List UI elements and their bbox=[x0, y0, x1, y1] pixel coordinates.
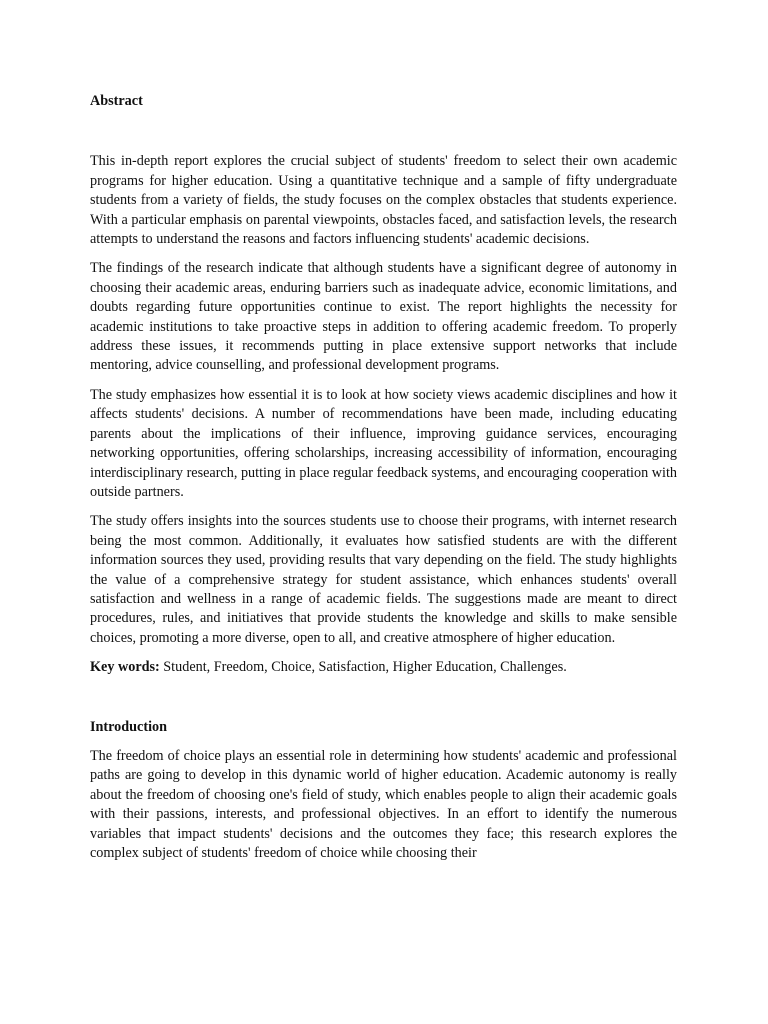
keywords-text: Student, Freedom, Choice, Satisfaction, Higher Education, Challenges. bbox=[159, 659, 567, 676]
abstract-paragraph-4: The study offers insights into the sources students use to choose their programs, with internet research being the most common. Additionally, it evaluates how satisfied students are with the different information sources they used, providing results that vary depending on the field. The study highlights the value of a comprehensive strategy for student assistance, which enhances students' overall satisfaction and wellness in a range of academic fields. The suggestions made are meant to direct procedures, rules, and initiatives that provide students the knowledge and skills to make sensible choices, promoting a more diverse, open to all, and creative atmosphere of higher education. bbox=[90, 513, 677, 646]
abstract-paragraph-3: The study emphasizes how essential it is to look at how society views academic disciplines and how it affects students' decisions. A number of recommendations have been made, including educating parents about the implications of their influence, improving guidance services, encouraging networking opportunities, offering scholarships, increasing accessibility of information, encouraging interdisciplinary research, putting in place regular feedback systems, and encouraging cooperation with outside partners. bbox=[90, 386, 677, 500]
abstract-heading: Abstract bbox=[90, 93, 143, 109]
keywords-label: Key words: bbox=[90, 659, 160, 676]
document-page bbox=[90, 92, 677, 873]
introduction-paragraph: The freedom of choice plays an essential role in determining how students' academic and professional paths are going to develop in this dynamic world of higher education. Academic autonomy is really about the freedom of choosing one's field of study, which enables people to align their academic goals with their passions, interests, and professional objectives. In an effort to identify the numerous variables that impact students' decisions and the outcomes they face; this research explores the complex subject of students' freedom of choice while choosing their bbox=[90, 747, 677, 861]
abstract-paragraph-2: The findings of the research indicate that although students have a significant degree of autonomy in choosing their academic areas, enduring barriers such as inadequate advice, economic limitations, and doubts regarding future opportunities continue to exist. The report highlights the necessity for academic institutions to take proactive steps in addition to offering academic freedom. To properly address these issues, it recommends putting in place extensive support networks that include mentoring, advice counselling, and professional development programs. bbox=[90, 260, 677, 374]
introduction-heading: Introduction bbox=[90, 718, 167, 735]
abstract-paragraph-1: This in-depth report explores the crucial subject of students' freedom to select their own academic programs for higher education. Using a quantitative technique and a sample of fifty undergraduate students from a variety of fields, the study focuses on the complex obstacles that students experience. With a particular emphasis on parental viewpoints, obstacles faced, and satisfaction levels, the research attempts to understand the reasons and factors influencing students' academic decisions. bbox=[90, 153, 677, 248]
keywords-line bbox=[90, 658, 677, 677]
